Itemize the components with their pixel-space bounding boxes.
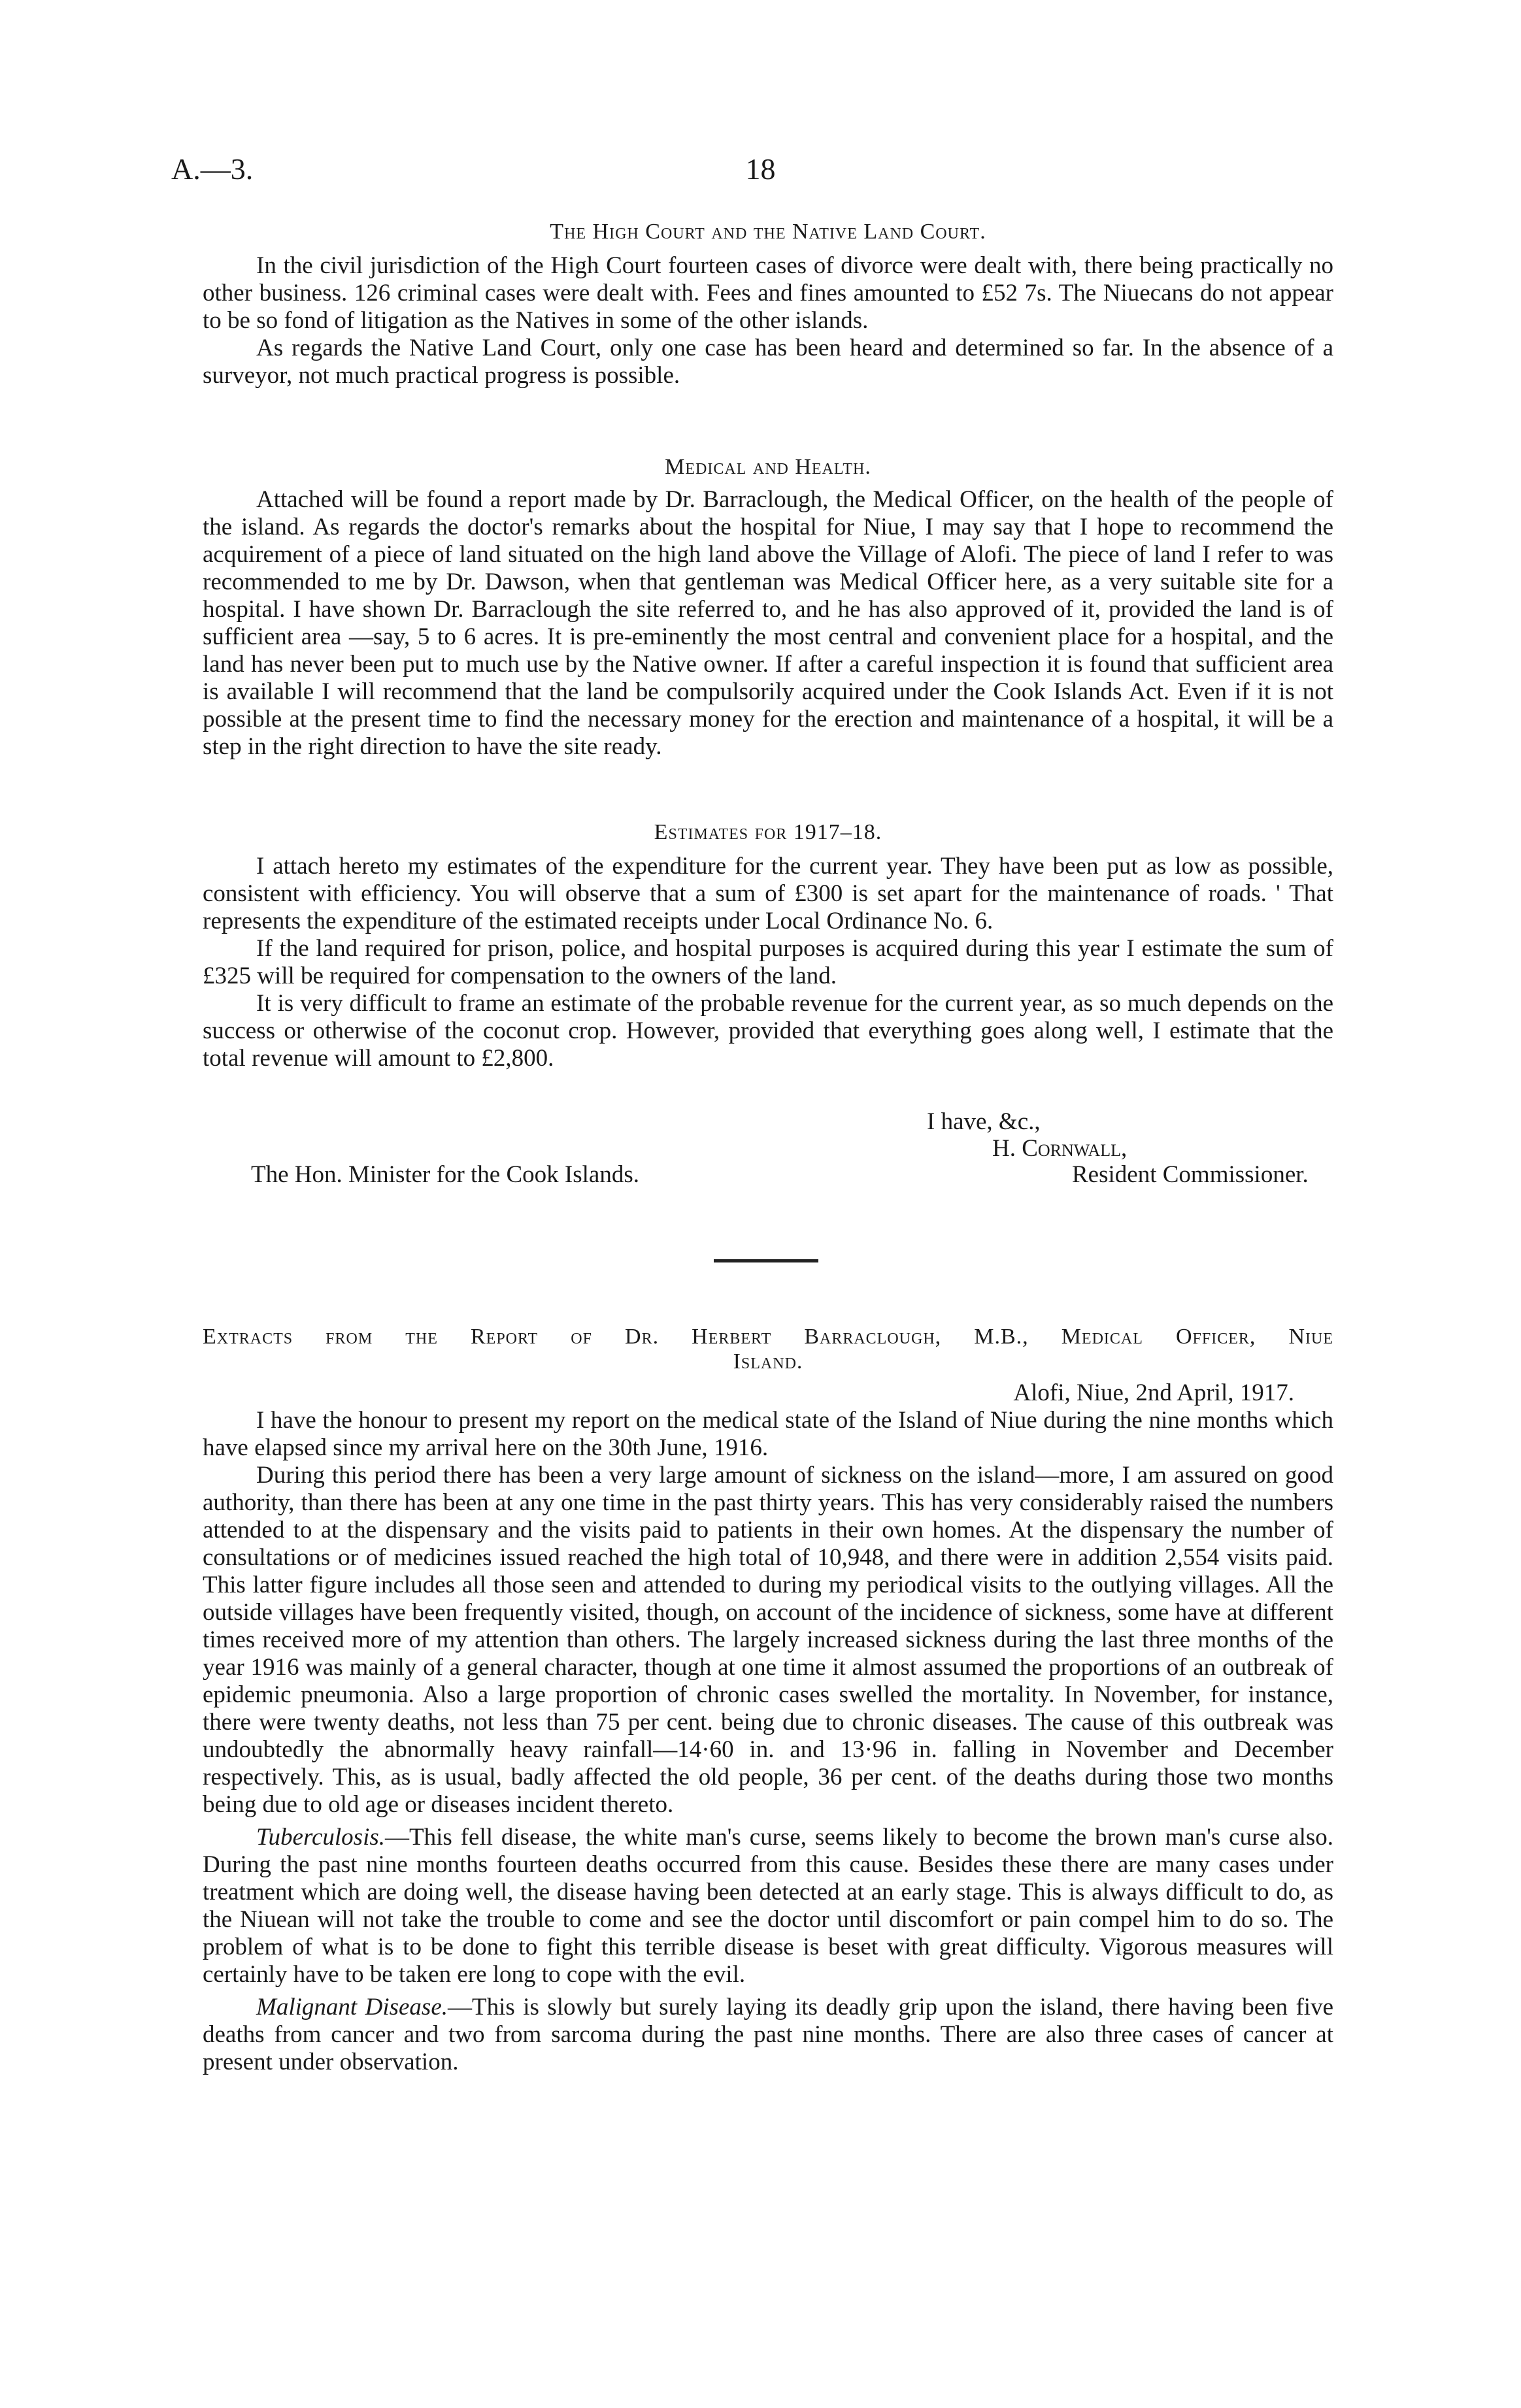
paragraph: In the civil jurisdiction of the High Court fourteen cases of divorce were dealt with, there being practically no other business. 126 criminal cases were dealt with. Fees and fines amounted to £52 7s. The Niuecans do not appear to be so fond of litigation as the Natives in some of the other islands.	[203, 252, 1333, 334]
malignant-disease-label: Malignant Disease.	[256, 1994, 448, 2020]
paragraph: I have the honour to present my report on the medical state of the Island of Niue during the nine months which have elapsed since my arrival here on the 30th June, 1916.	[203, 1407, 1333, 1461]
malignant-disease-text: —This is slowly but surely laying its deadly grip upon the island, there having been five deaths from cancer and two from sarcoma during the past nine months. There are also three cases of cancer at present under observation.	[203, 1994, 1333, 2075]
paragraph: I attach hereto my estimates of the expenditure for the current year. They have been put as low as possible, consistent with efficiency. You will observe that a sum of £300 is set apart for the maintenance of roads. ' That represents the expenditure of the estimated receipts under Local Ordinance No. 6.	[203, 853, 1333, 934]
section-extracts	[203, 1325, 1333, 2076]
dateline: Alofi, Niue, 2nd April, 1917.	[1013, 1379, 1294, 1406]
paragraph: Attached will be found a report made by Dr. Barraclough, the Medical Officer, on the health of the people of the island. As regards the doctor's remarks about the hospital for Niue, I may say that I hope to recommend the acquirement of a piece of land situated on the high land above the Village of Alofi. The piece of land I refer to was recommended to me by Dr. Dawson, when that gentleman was Medical Officer here, as a very suitable site for a hospital. I have shown Dr. Barraclough the site referred to, and he has also approved of it, provided the land is of sufficient area —say, 5 to 6 acres. It is pre-eminently the most central and convenient place for a hospital, and the land has never been put to much use by the Native owner. If after a careful inspection it is found that sufficient area is available I will recommend that the land be compulsorily acquired under the Cook Islands Act. Even if it is not possible at the present time to find the necessary money for the erection and maintenance of a hospital, it will be a step in the right direction to have the site ready.	[203, 486, 1333, 760]
tuberculosis-label: Tuberculosis.	[256, 1824, 386, 1851]
section-estimates	[203, 820, 1333, 1072]
closing-line: I have, &c.,	[927, 1108, 1041, 1135]
signatory-title: Resident Commissioner.	[1072, 1161, 1309, 1188]
paragraph-malignant-disease	[203, 1994, 1333, 2076]
tuberculosis-text: —This fell disease, the white man's curse, seems likely to become the brown man's curse also. During the past nine months fourteen deaths occurred from this cause. Besides these there are many cases under treatment which are doing well, the disease having been detected at an early stage. This is always difficult to do, as the Niuean will not take the trouble to come and see the doctor until discomfort or pain compel him to do so. The problem of what is to be done to fight this terrible disease is beset with great difficulty. Vigorous measures will certainly have to be taken ere long to cope with the evil.	[203, 1824, 1333, 1988]
extracts-heading: Extracts from the Report of Dr. Herbert Barraclough, M.B., Medical Officer, Niue	[203, 1325, 1333, 1349]
extracts-heading-continued: Island.	[733, 1349, 803, 1374]
paragraph-tuberculosis	[203, 1824, 1333, 1988]
addressee: The Hon. Minister for the Cook Islands.	[251, 1161, 639, 1188]
section-divider	[714, 1259, 818, 1262]
signatory-name: H. Cornwall,	[992, 1135, 1128, 1162]
paragraph: As regards the Native Land Court, only one case has been heard and determined so far. In the absence of a surveyor, not much practical progress is possible.	[203, 335, 1333, 389]
section-medical-health	[203, 455, 1333, 761]
paragraph: During this period there has been a very large amount of sickness on the island—more, I am assured on good authority, than there has been at any one time in the past thirty years. This has very considerably raised the numbers attended to at the dispensary and the visits paid to patients in their own homes. At the dispensary the number of consultations or of medicines issued reached the high total of 10,948, and there were in addition 2,554 visits paid. This latter figure includes all those seen and attended to during my periodical visits to the outlying villages. All the outside villages have been frequently visited, though, on account of the incidence of sickness, some have at different times received more of my attention than others. The largely increased sickness during the last three months of the year 1916 was mainly of a general character, though at one time it almost assumed the proportions of an outbreak of epidemic pneumonia. Also a large proportion of chronic cases swelled the mortality. In November, for instance, there were twenty deaths, not less than 75 per cent. being due to chronic diseases. The cause of this outbreak was undoubtedly the abnormally heavy rainfall—14·60 in. and 13·96 in. falling in November and December respectively. This, as is usual, badly affected the old people, 36 per cent. of the deaths during those two months being due to old age or diseases incident thereto.	[203, 1462, 1333, 1818]
page-number: 18	[745, 152, 776, 186]
document-reference: A.—3.	[171, 152, 254, 186]
paragraph: It is very difficult to frame an estimate of the probable revenue for the current year, as so much depends on the success or otherwise of the coconut crop. However, provided that everything goes along well, I estimate that the total revenue will amount to £2,800.	[203, 990, 1333, 1072]
section-heading: The High Court and the Native Land Court.	[550, 220, 986, 244]
paragraph: If the land required for prison, police, and hospital purposes is acquired during this year I estimate the sum of £325 will be required for compensation to the owners of the land.	[203, 935, 1333, 989]
section-high-court	[203, 220, 1333, 389]
section-heading: Medical and Health.	[665, 455, 871, 479]
section-heading: Estimates for 1917–18.	[654, 820, 882, 844]
